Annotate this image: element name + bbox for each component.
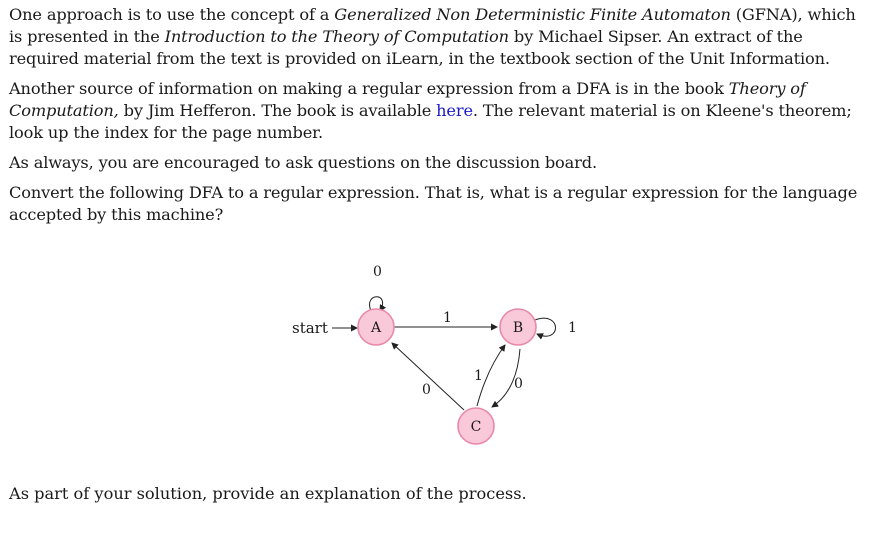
hefferon-book-title: Theory of Computation, [9,79,806,120]
sipser-book-title: Introduction to the Theory of Computation [164,27,509,46]
state-c-label: C [470,419,482,435]
here-link[interactable]: here [436,101,473,120]
paragraph-task: Convert the following DFA to a regular expression. That is, what is a regular expression for the language accepted by this machine? [9,183,858,224]
c-to-a-edge [392,343,464,410]
paragraph-gfna: One approach is to use the concept of a Generalized Non Deterministic Finite Automaton (GFNA), which is presented in the Introduction to the Theory of Computation by Michael Sipser. An extract of the required material from the text is provided on iLearn, in the textbook section of the Unit Information. [9,5,856,68]
state-a-label: A [370,320,382,336]
loop-b-label: 1 [568,320,577,336]
loop-a-label: 0 [373,264,382,280]
closing-paragraph: As part of your solution, provide an explanation of the process. [9,484,527,503]
a-to-b-label: 1 [443,310,452,326]
loop-b-edge [535,318,556,336]
paragraph-hefferon: Another source of information on making a regular expression from a DFA is in the book Theory of Computation, by Jim Hefferon. The book is available here. The relevant material is on Kleene's theorem; look up the index for the page number. [9,79,852,142]
gfna-term: Generalized Non Deterministic Finite Automaton [334,5,731,24]
content [9,4,865,234]
c-to-b-label: 1 [474,368,483,384]
state-b-label: B [512,320,524,336]
start-label: start [292,319,328,337]
c-to-a-label: 0 [422,382,431,398]
dfa-diagram [270,250,610,450]
paragraph-discussion: As always, you are encouraged to ask questions on the discussion board. [9,153,597,172]
b-to-c-label: 0 [514,376,523,392]
